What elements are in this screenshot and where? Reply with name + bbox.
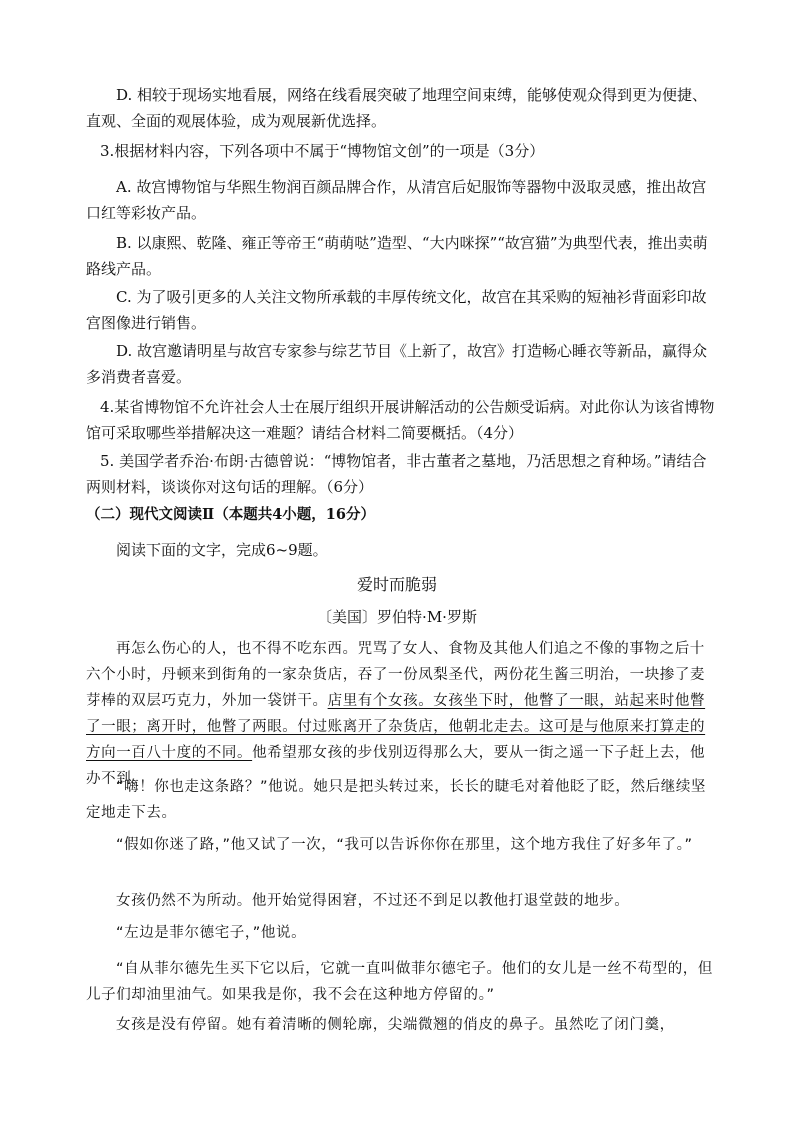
story-paragraph-4: 女孩仍然不为所动。他开始觉得困窘，不过还不到足以教他打退堂鼓的地步。	[116, 893, 630, 909]
story-p1-end: 他希望那女孩的步伐别迈得那么大，要从一街之遥一下子赶上去，他办不到。	[86, 745, 706, 787]
story-paragraph-1	[86, 636, 716, 792]
option-d-previous: D. 相较于现场实地看展，网络在线看展突破了地理空间束缚，能够使观众得到更为便捷、直观、全面的观展体验，成为观展新优选择。	[86, 86, 708, 130]
story-paragraph-6: “自从菲尔德先生买下它以后，它就一直叫做菲尔德宅子。他们的女儿是一丝不苟型的，但儿子们却油里油气。如果我是你，我不会在这种地方停留的。”	[86, 961, 714, 1003]
story-title: 爱时而脆弱	[356, 575, 437, 594]
section-heading: （二）现代文阅读Ⅱ（本题共4小题，16分）	[86, 506, 375, 523]
story-p1-start: 再怎么伤心的人，也不得不吃东西。咒骂了女人、食物及其他人们追之不像的事物之后十六个小时，丹顿来到街角的一家杂货店，吞了一份凤梨圣代，两份花生酱三明治，一块掺了麦芽棒的双层巧克力，外加一袋饼干。	[86, 641, 706, 709]
story-paragraph-7: 女孩是没有停留。她有着清晰的侧轮廓，尖端微翘的俏皮的鼻子。虽然吃了闭门羹，	[116, 1017, 675, 1033]
question-3-stem: 3.根据材料内容，下列各项中不属于“博物馆文创”的一项是（3分）	[100, 142, 545, 160]
story-paragraph-5: “左边是菲尔德宅子，”他说。	[116, 925, 307, 941]
section-instruction: 阅读下面的文字，完成6~9题。	[116, 541, 328, 559]
question-3-option-c: C. 为了吸引更多的人关注文物所承载的丰厚传统文化，故宫在其采购的短袖衫背面彩印故宫图像进行销售。	[86, 288, 707, 332]
question-3-option-b: B. 以康熙、乾隆、雍正等帝王“萌萌哒”造型、“大内咪探”“故宫猫”为典型代表，推出卖萌路线产品。	[86, 234, 708, 278]
question-4: 4.某省博物馆不允许社会人士在展厅组织开展讲解活动的公告颇受诟病。对此你认为该省博物馆可采取哪些举措解决这一难题？请结合材料二简要概括。（4分）	[86, 398, 715, 442]
story-author: 〔美国〕罗伯特·M·罗斯	[317, 608, 477, 626]
story-paragraph-3: “假如你迷了路，”他又试了一次，“我可以告诉你你在那里，这个地方我住了好多年了。”	[116, 837, 693, 853]
question-3-option-d: D. 故宫邀请明星与故宫专家参与综艺节目《上新了，故宫》打造畅心睡衣等新品，赢得众多消费者喜爱。	[86, 342, 708, 386]
story-paragraph-2: “嗨！你也走这条路？”他说。她只是把头转过来，长长的睫毛对着他眨了眨，然后继续坚定地走下去。	[86, 779, 707, 821]
underlined-passage: 店里有个女孩。女孩坐下时，他瞥了一眼，站起来时他瞥了一眼；离开时，他瞥了两眼。付过账离开了杂货店，他朝北走去。这可是与他原来打算走的方向一百八十度的不同。	[86, 693, 706, 761]
question-5: 5. 美国学者乔治·布朗·古德曾说：“博物馆者，非古董者之墓地，乃活思想之育种场。”请结合两则材料，谈谈你对这句话的理解。（6分）	[86, 452, 707, 496]
question-3-option-a: A. 故宫博物馆与华熙生物润百颜品牌合作，从清宫后妃服饰等器物中汲取灵感，推出故宫口红等彩妆产品。	[86, 178, 707, 222]
